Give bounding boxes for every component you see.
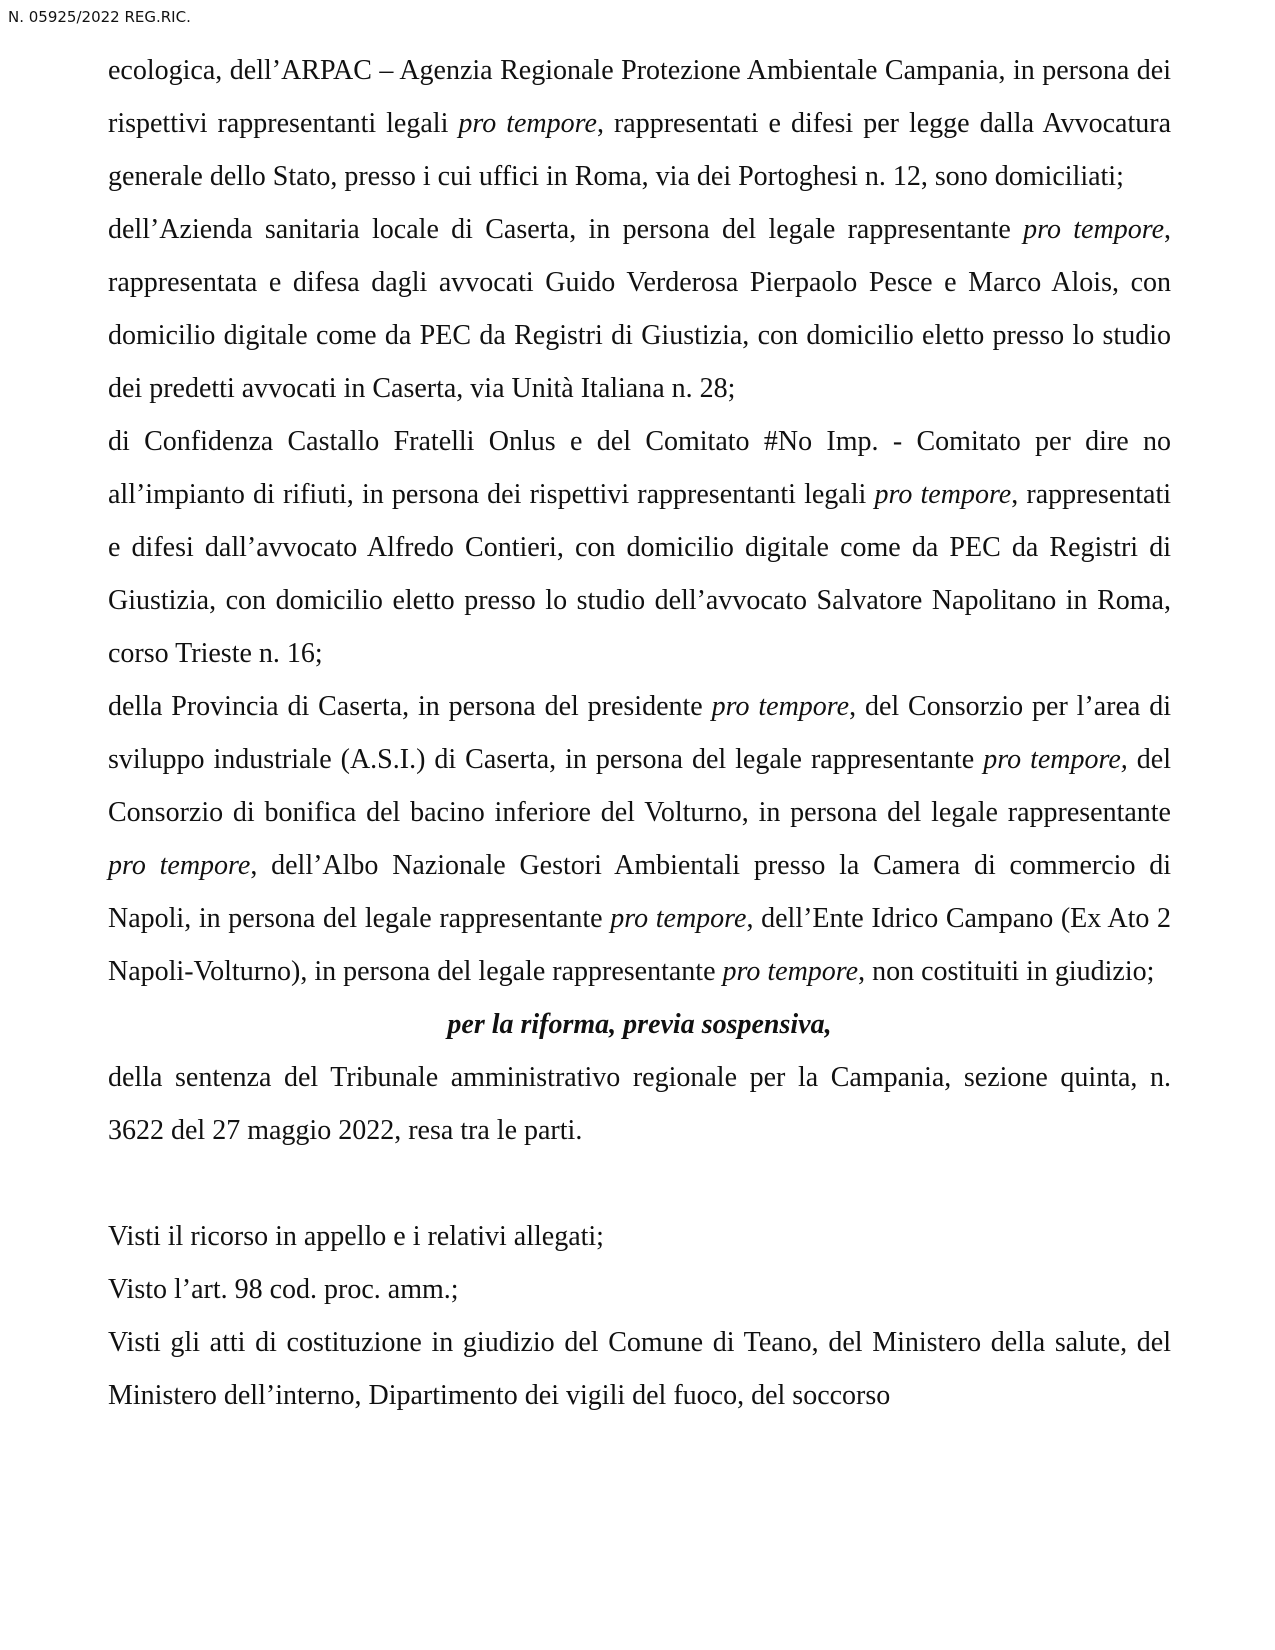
italic-phrase: pro tempore bbox=[1023, 214, 1164, 245]
paragraph-text: ecologica, dell’ARPAC – Agenzia Regionale Protezione Ambientale Campania, in persona dei rispettivi rappresentanti legali bbox=[108, 55, 1171, 139]
paragraph-arpac bbox=[108, 44, 1171, 203]
document-body bbox=[108, 44, 1171, 1422]
paragraph-text: , rappresentata e difesa dagli avvocati Guido Verderosa Pierpaolo Pesce e Marco Alois, con domicilio digitale come da PEC da Registri di Giustizia, con domicilio eletto presso lo studio dei predetti avvocati in Caserta, via Unità Italiana n. 28; bbox=[108, 214, 1171, 404]
paragraph-text: , non costituiti in giudizio; bbox=[858, 956, 1155, 987]
italic-phrase: pro tempore bbox=[108, 850, 251, 881]
italic-phrase: pro tempore bbox=[874, 479, 1012, 510]
paragraph-text: del Consorzio di bonifica del bacino inferiore del Volturno, in persona del legale rappresentante bbox=[108, 744, 1171, 828]
paragraph-text: , dell’Albo Nazionale Gestori Ambientali presso la Camera di commercio di Napoli, in persona del legale rappresentante bbox=[108, 850, 1171, 934]
section-heading: per la riforma, previa sospensiva, bbox=[447, 1009, 832, 1040]
case-reference-number: N. 05925/2022 REG.RIC. bbox=[8, 8, 191, 26]
italic-phrase: pro tempore bbox=[458, 108, 597, 139]
paragraph-confidenza bbox=[108, 415, 1171, 680]
paragraph-text: di Confidenza Castallo Fratelli Onlus e del Comitato #No Imp. - Comitato per dire no all’impianto di rifiuti, in persona dei rispettivi rappresentanti legali bbox=[108, 426, 1171, 510]
paragraph-text: , rappresentati e difesi dall’avvocato Alfredo Contieri, con domicilio digitale come da PEC da Registri di Giustizia, con domicilio eletto presso lo studio dell’avvocato Salvatore Napolitano in Roma, corso Trieste n. 16; bbox=[108, 479, 1172, 669]
italic-phrase: pro tempore, bbox=[983, 744, 1128, 775]
paragraph-visti-ricorso: Visti il ricorso in appello e i relativi allegati; bbox=[108, 1221, 604, 1252]
paragraph-visto-art98: Visto l’art. 98 cod. proc. amm.; bbox=[108, 1274, 459, 1305]
paragraph-asl-caserta bbox=[108, 203, 1171, 415]
paragraph-provincia bbox=[108, 680, 1171, 998]
italic-phrase: pro tempore bbox=[610, 903, 747, 934]
paragraph-sentenza: della sentenza del Tribunale amministrativo regionale per la Campania, sezione quinta, n. 3622 del 27 maggio 2022, resa tra le parti. bbox=[108, 1062, 1171, 1146]
paragraph-visti-atti: Visti gli atti di costituzione in giudizio del Comune di Teano, del Ministero della salute, del Ministero dell’interno, Dipartimento dei vigili del fuoco, del soccorso bbox=[108, 1327, 1171, 1411]
paragraph-text: , del Consorzio per l’area di sviluppo industriale (A.S.I.) di Caserta, in persona del legale rappresentante bbox=[108, 691, 1172, 775]
paragraph-text: , rappresentati e difesi per legge dalla Avvocatura generale dello Stato, presso i cui uffici in Roma, via dei Portoghesi n. 12, sono domiciliati; bbox=[108, 108, 1171, 192]
paragraph-text: dell’Azienda sanitaria locale di Caserta, in persona del legale rappresentante bbox=[108, 214, 1011, 245]
paragraph-text: della Provincia di Caserta, in persona del presidente bbox=[108, 691, 703, 722]
italic-phrase: pro tempore bbox=[722, 956, 859, 987]
paragraph-text: , dell’Ente Idrico Campano (Ex Ato 2 Napoli-Volturno), in persona del legale rappresentante bbox=[108, 903, 1172, 987]
italic-phrase: pro tempore bbox=[711, 691, 850, 722]
blank-line bbox=[108, 1157, 1171, 1210]
